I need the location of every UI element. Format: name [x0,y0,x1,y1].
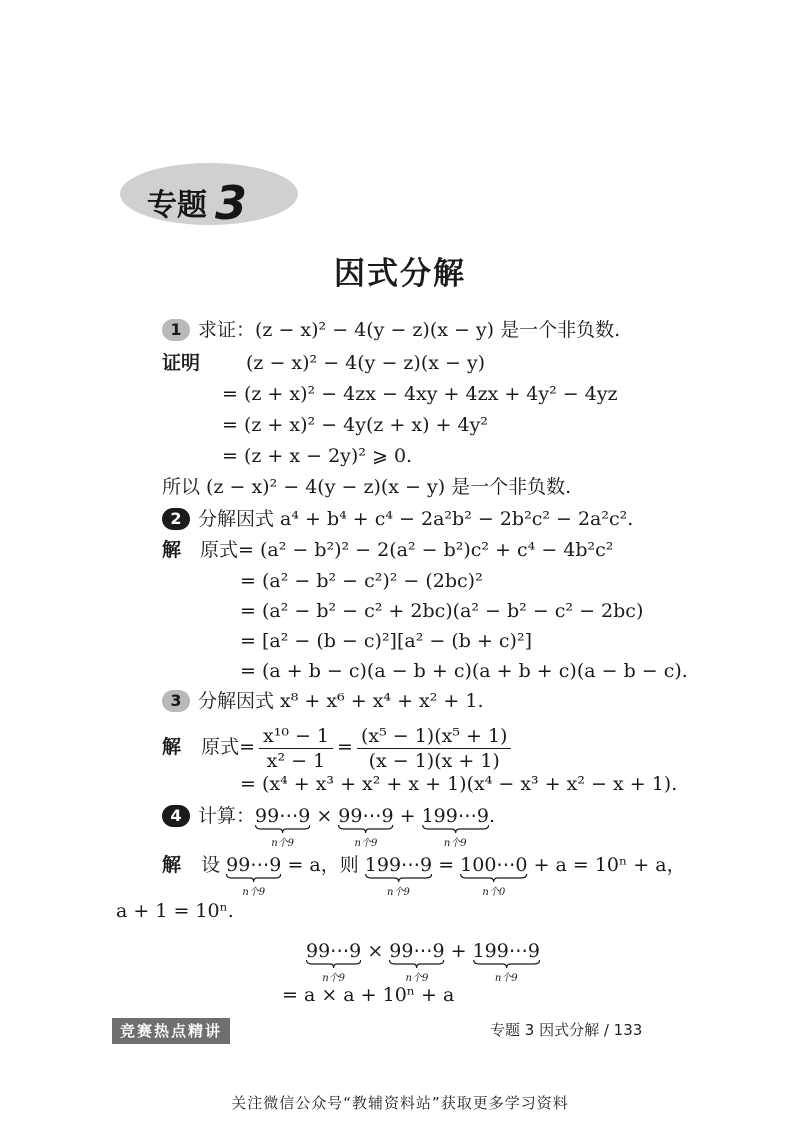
solution-step: = (a² − b² − c²)² − (2bc)² [240,570,483,592]
solution-step: = (a + b − c)(a − b + c)(a + b + c)(a − b − c). [240,660,688,682]
solution-set-line: 解 设 99⋯9 n个9 = a，则 199⋯9 n个9 = 100⋯0 n个0 + a = 10ⁿ + a， [162,854,686,898]
topic-prefix: 专题 [147,188,207,223]
topic-badge-label [147,172,248,230]
proof-step: = (z + x)² − 4y(z + x) + 4y² [222,414,488,436]
problem-2-statement: 2 分解因式 a⁴ + b⁴ + c⁴ − 2a²b² − 2b²c² − 2a²c². [162,506,633,532]
proof-label: 证明 [162,352,201,374]
page-footer-label: 专题 3 因式分解 / 133 [490,1021,643,1039]
section-tag: 竞赛热点精讲 [112,1018,230,1044]
fraction: $\frac{\text{x¹⁰ − 1}}{\text{x² − 1}}$ [259,724,333,773]
solution-label: 解 [162,854,182,876]
proof-step: = (z + x − 2y)² ⩾ 0. [222,445,413,467]
solution-label: 解 [162,736,182,758]
problem-number-badge: 1 [162,319,190,341]
underbrace-term: 199⋯9 n个9 [364,854,433,898]
solution-fraction-line: 解 原式= $\frac{\text{x¹⁰ − 1}}{\text{x² − 1}}$ = $\frac{\text{(x⁵ − 1)(x⁵ + 1)}}{(x - 1)(x + 1)}$ [162,722,515,773]
topic-number: 3 [215,176,248,230]
solution-label: 解 [162,539,182,561]
underbrace-term: 99⋯9 n个9 [226,854,282,898]
underbrace-term: 99⋯9 n个9 [389,940,445,984]
bottom-note: 关注微信公众号“教辅资料站”获取更多学习资料 [231,1094,569,1112]
problem-number-badge: 2 [162,508,190,530]
proof-step: (z − x)² − 4(y − z)(x − y) [246,352,486,374]
solution-step: = a × a + 10ⁿ + a [282,984,455,1006]
proof-step: = (z + x)² − 4zx − 4xy + 4zx + 4y² − 4yz [222,383,618,405]
proof-conclusion: 所以 (z − x)² − 4(y − z)(x − y) 是一个非负数. [162,476,572,498]
underbrace-term: 99⋯9 n个9 [255,805,311,849]
problem-number-badge: 3 [162,690,190,712]
centered-expression: 99⋯9 n个9 × 99⋯9 n个9 + 199⋯9 n个9 [306,940,540,984]
problem-number-badge: 4 [162,805,190,827]
underbrace-term: 199⋯9 n个9 [472,940,540,984]
underbrace-term: 99⋯9 n个9 [306,940,362,984]
problem-4-statement: 4 计算：99⋯9 n个9 × 99⋯9 n个9 + 199⋯9 n个9 . [162,803,495,829]
solution-step: = (x⁴ + x³ + x² + x + 1)(x⁴ − x³ + x² − x + 1). [240,773,678,795]
solution-step: = (a² − b² − c² + 2bc)(a² − b² − c² − 2bc) [240,600,644,622]
lhs: 原式= [201,736,255,758]
problem-1-statement: 1 求证：(z − x)² − 4(y − z)(x − y) 是一个非负数. [162,317,620,343]
underbrace-term: 100⋯0 n个0 [460,854,528,898]
solution-step: a + 1 = 10ⁿ. [116,900,234,922]
problem-3-statement: 3 分解因式 x⁸ + x⁶ + x⁴ + x² + 1. [162,688,484,714]
solution-step: 原式= (a² − b²)² − 2(a² − b²)c² + c⁴ − 4b²c² [200,539,614,561]
fraction: $\frac{\text{(x⁵ − 1)(x⁵ + 1)}}{(x - 1)(x + 1)}$ [357,724,512,773]
page-title: 因式分解 [334,256,466,292]
underbrace-term: 199⋯9 n个9 [421,805,489,849]
underbrace-term: 99⋯9 n个9 [338,805,394,849]
solution-step: = [a² − (b − c)²][a² − (b + c)²] [240,630,532,652]
